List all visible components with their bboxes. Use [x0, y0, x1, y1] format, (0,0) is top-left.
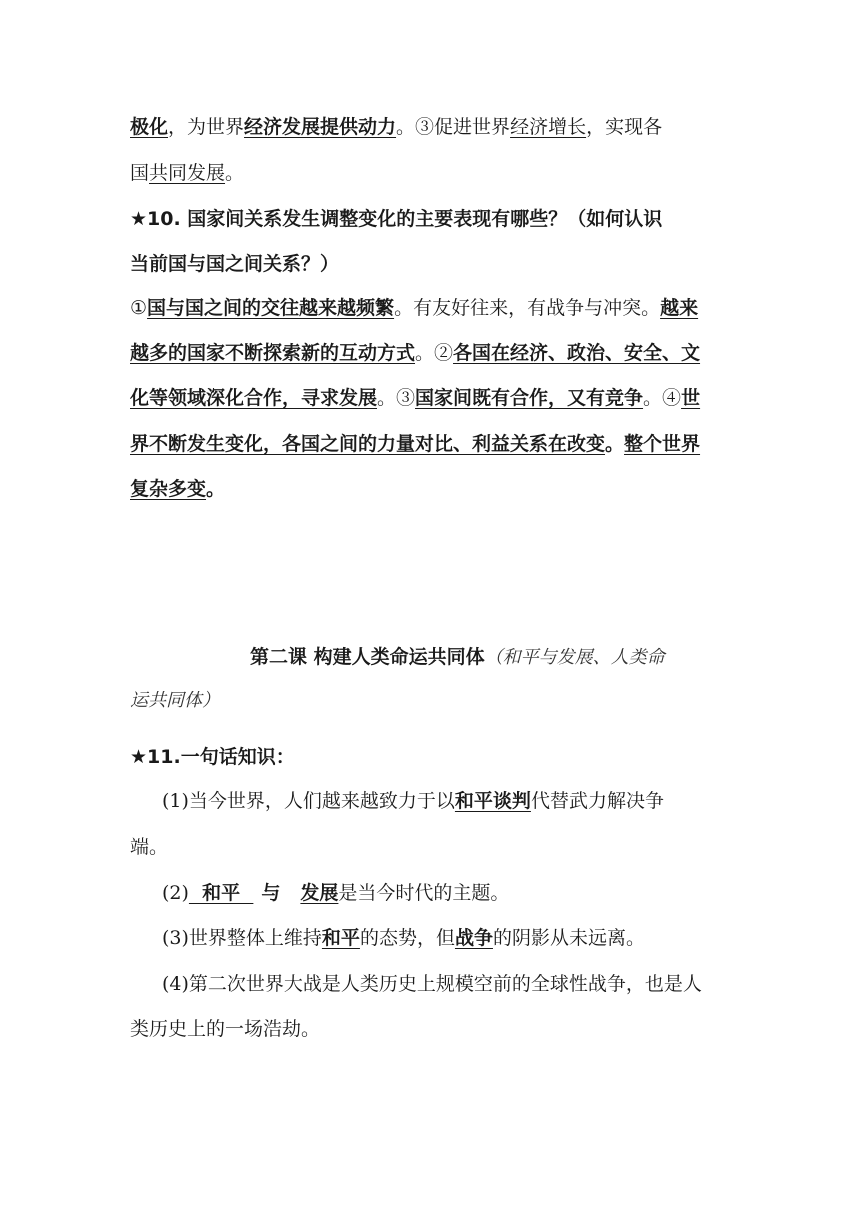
underlined-keyword: 共同发展 [149, 162, 226, 184]
answer-line [130, 480, 225, 499]
lesson-heading [250, 648, 665, 667]
text: 。③ [377, 387, 416, 409]
underlined-keyword: 和平 [321, 927, 360, 949]
text: 。 [605, 433, 625, 455]
text: (3)世界整体上维持 [162, 927, 322, 949]
paragraph-line [130, 164, 244, 183]
text: (1)当今世界，人们越来越致力于以 [162, 790, 455, 812]
underlined-keyword: 界不断发生变化，各国之间的力量对比、利益关系在改变 [130, 433, 606, 455]
underlined-keyword: 越多的国家不断探索新的互动方式 [130, 342, 416, 364]
text: (2) [162, 882, 189, 904]
underlined-keyword: 各国在经济、政治、安全、文 [453, 342, 701, 364]
statement-4: (4)第二次世界大战是人类历史上规模空前的全球性战争，也是人 [162, 973, 702, 995]
text: 是当今时代的主题。 [338, 882, 510, 904]
statement-1-cont: 端。 [130, 836, 169, 858]
underlined-keyword: 和平谈判 [454, 790, 531, 812]
text: 。 [225, 162, 245, 184]
text: 。② [415, 342, 454, 364]
underlined-keyword: 国与国之间的交往越来越频繁 [147, 297, 395, 319]
underlined-keyword: 经济增长 [510, 116, 587, 138]
text: 的阴影从未远离。 [492, 927, 645, 949]
question-10-title: ★10. 国家间关系发生调整变化的主要表现有哪些？（如何认识 [130, 208, 663, 230]
statement-1 [162, 792, 664, 811]
lesson-title: 第二课 构建人类命运共同体 [250, 646, 485, 668]
underlined-keyword: 化等领域深化合作，寻求发展 [130, 387, 378, 409]
text: ，为世界 [168, 116, 245, 138]
answer-line [130, 435, 700, 454]
statement-3 [162, 929, 645, 948]
text: 代替武力解决争 [530, 790, 664, 812]
text: 的态势，但 [359, 927, 455, 949]
underlined-keyword: 越来 [660, 297, 699, 319]
text: 。③促进世界 [396, 116, 511, 138]
question-10-title-cont: 当前国与国之间关系？） [130, 253, 340, 275]
paragraph-line [130, 118, 662, 137]
answer-line [130, 389, 700, 408]
text: 国 [130, 162, 150, 184]
underlined-keyword: 和平 [188, 882, 254, 904]
lesson-note: （和平与发展、人类命 [484, 647, 665, 668]
lesson-note-cont: 运共同体） [130, 690, 220, 711]
text: 。④ [643, 387, 682, 409]
text: ，实现各 [586, 116, 663, 138]
underlined-keyword: 整个世界 [624, 433, 701, 455]
underlined-keyword: 极化 [130, 116, 169, 138]
underlined-keyword: 国家间既有合作，又有竞争 [415, 387, 644, 409]
underlined-keyword: 世 [681, 387, 701, 409]
underlined-keyword: 复杂多变 [130, 478, 207, 500]
statement-2 [162, 884, 509, 903]
underlined-keyword: 经济发展提供动力 [244, 116, 397, 138]
answer-line [130, 299, 698, 318]
text: 。有友好往来，有战争与冲突。 [394, 297, 661, 319]
text: 与 [261, 882, 281, 904]
statement-4-cont: 类历史上的一场浩劫。 [130, 1018, 321, 1040]
text: 。 [206, 478, 226, 500]
answer-line [130, 344, 700, 363]
question-11-title: ★11.一句话知识： [130, 746, 295, 768]
underlined-keyword: 战争 [454, 927, 493, 949]
underlined-keyword: 发展 [300, 882, 339, 904]
text: ① [130, 297, 148, 319]
